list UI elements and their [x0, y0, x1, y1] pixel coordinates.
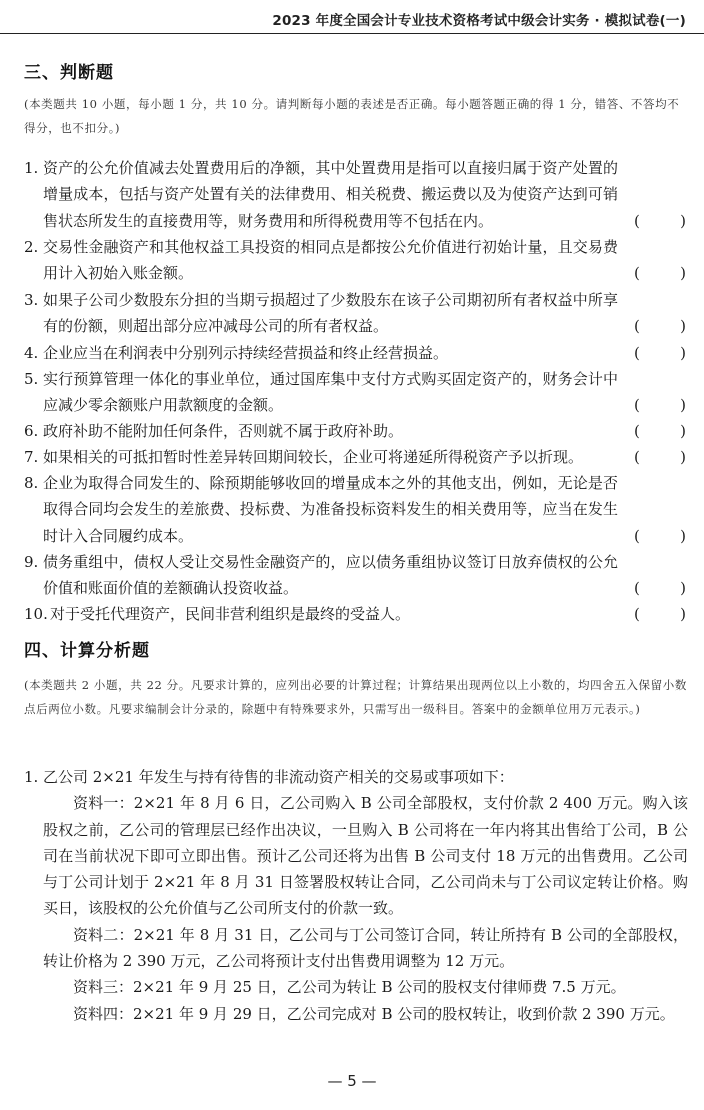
question-text: 交易性金融资产和其他权益工具投资的相同点是都按公允价值进行初始计量，且交易费用计入初始入账金额。: [43, 238, 618, 283]
question-5: [24, 366, 688, 419]
answer-blank[interactable]: ( ): [634, 344, 686, 362]
question-2: [24, 234, 688, 287]
answer-blank[interactable]: ( ): [634, 579, 686, 598]
question-text: 如果相关的可抵扣暂时性差异转回期间较长，企业可将递延所得税资产予以折现。: [43, 448, 584, 466]
question-number: 7.: [24, 448, 39, 466]
section-3-instructions: (本类题共 10 小题，每小题 1 分，共 10 分。请判断每小题的表述是否正确。每小题答题正确的得 1 分，错答、不答均不得分，也不扣分。): [24, 97, 680, 135]
question-number: 6.: [24, 422, 39, 440]
header-title: 2023 年度全国会计专业技术资格考试中级会计实务 · 模拟试卷(一): [272, 13, 686, 29]
material-1: 资料一：2×21 年 8 月 6 日，乙公司购入 B 公司全部股权，支付价款 2 400 万元。购入该股权之前，乙公司的管理层已经作出决议，一旦购入 B 公司将在一年内将其出售给丁公司，B 公司在当前状况下即可立即出售。预计乙公司还将为出售 B 公司支付 18 万元的出售费用。乙公司与丁公司计划于 2×21 年 8 月 31 日签署股权转让合同，乙公司尚未与丁公司议定转让价格。购买日，该股权的公允价值与乙公司所支付的价款一致。: [43, 794, 688, 918]
question-8: [24, 470, 688, 549]
question-10: [24, 601, 688, 627]
question-text: 实行预算管理一体化的事业单位，通过国库集中支付方式购买固定资产的，财务会计中应减少零余额账户用款额度的金额。: [43, 370, 618, 415]
section-4-instructions: (本类题共 2 小题，共 22 分。凡要求计算的，应列出必要的计算过程；计算结果出现两位以上小数的，均四舍五入保留小数点后两位小数。凡要求编制会计分录的，除题中有特殊要求外，只需写出一级科目。答案中的金额单位用万元表示。): [24, 678, 687, 716]
question-number: 8.: [24, 474, 39, 492]
question-1: [24, 155, 688, 234]
question-text: 债务重组中，债权人受让交易性金融资产的，应以债务重组协议签订日放弃债权的公允价值和账面价值的差额确认投资收益。: [43, 553, 618, 598]
question-number: 5.: [24, 370, 39, 388]
answer-blank[interactable]: ( ): [634, 448, 686, 466]
question-number: 3.: [24, 291, 39, 309]
answer-blank[interactable]: ( ): [634, 317, 686, 336]
question-text: 企业应当在利润表中分别列示持续经营损益和终止经营损益。: [43, 344, 449, 362]
question-7: [24, 444, 688, 470]
section-3-title: 三、判断题: [24, 63, 114, 83]
material-4: 资料四：2×21 年 9 月 29 日，乙公司完成对 B 公司的股权转让，收到价款 2 390 万元。: [73, 1004, 675, 1023]
question-text: 对于受托代理资产，民间非营利组织是最终的受益人。: [50, 605, 411, 623]
page-number: — 5 —: [327, 1072, 377, 1090]
answer-blank[interactable]: ( ): [634, 422, 686, 440]
question-intro: 乙公司 2×21 年发生与持有待售的非流动资产相关的交易或事项如下：: [43, 768, 514, 786]
question-3: [24, 287, 688, 340]
calc-question-1: [24, 764, 688, 1027]
question-number: 1.: [24, 159, 39, 177]
question-4: [24, 340, 688, 366]
question-number: 1.: [24, 768, 39, 786]
question-text: 政府补助不能附加任何条件，否则就不属于政府补助。: [43, 422, 404, 440]
material-2: 资料二：2×21 年 8 月 31 日，乙公司与丁公司签订合同，转让所持有 B 公司的全部股权，转让价格为 2 390 万元，乙公司将预计支付出售费用调整为 12 万元。: [43, 925, 688, 971]
page-header: [0, 0, 704, 34]
answer-blank[interactable]: ( ): [634, 264, 686, 283]
material-3: 资料三：2×21 年 9 月 25 日，乙公司为转让 B 公司的股权支付律师费 7.5 万元。: [73, 978, 626, 997]
section-4-title: 四、计算分析题: [24, 641, 150, 661]
question-number: 4.: [24, 344, 39, 362]
question-6: [24, 418, 688, 444]
question-text: 企业为取得合同发生的、除预期能够收回的增量成本之外的其他支出，例如，无论是否取得合同均会发生的差旅费、投标费、为准备投标资料发生的相关费用等，应当在发生时计入合同履约成本。: [43, 474, 618, 545]
question-9: [24, 549, 688, 602]
question-number: 10.: [24, 605, 48, 623]
question-text: 资产的公允价值减去处置费用后的净额，其中处置费用是指可以直接归属于资产处置的增量成本，包括与资产处置有关的法律费用、相关税费、搬运费以及为使资产达到可销售状态所发生的直接费用等，财务费用和所得税费用等不包括在内。: [43, 159, 618, 230]
answer-blank[interactable]: ( ): [634, 605, 686, 623]
question-number: 9.: [24, 553, 39, 571]
answer-blank[interactable]: ( ): [634, 526, 686, 545]
answer-blank[interactable]: ( ): [634, 211, 686, 230]
question-number: 2.: [24, 238, 39, 256]
question-text: 如果子公司少数股东分担的当期亏损超过了少数股东在该子公司期初所有者权益中所享有的份额，则超出部分应冲减母公司的所有者权益。: [43, 291, 618, 336]
answer-blank[interactable]: ( ): [634, 396, 686, 415]
